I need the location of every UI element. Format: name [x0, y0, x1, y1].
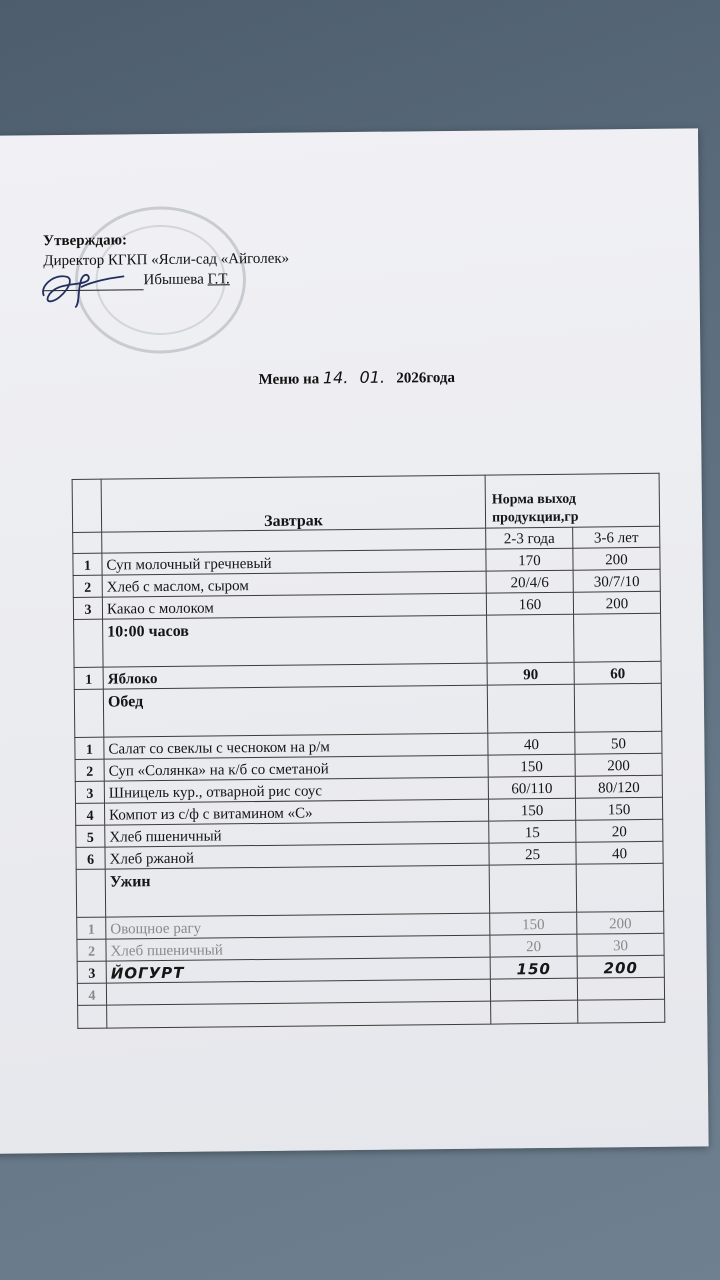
approval-heading: Утверждаю: [43, 232, 128, 250]
header-norm: Норма выход продукции,гр [485, 473, 660, 528]
handwritten-signature [37, 262, 128, 313]
table-row: 4 Компот из с/ф с витамином «С» 150 150 [75, 797, 662, 825]
menu-title-prefix: Меню на [258, 371, 320, 388]
section-title: 10:00 часов [103, 615, 487, 667]
table-row: 3 Какао с молоком 160 200 [73, 591, 660, 619]
table-row: 1 Салат со свеклы с чесноком на р/м 40 50 [75, 731, 662, 759]
director-position: Директор КГКП «Ясли-сад «Айголек» [43, 250, 290, 270]
table-row: 2 Хлеб пшеничный 20 30 [77, 933, 664, 961]
section-title: Ужин [105, 865, 489, 917]
director-initials: Г.Т. [207, 271, 230, 288]
table-header-row [72, 473, 660, 532]
section-row-lunch [74, 683, 661, 737]
table-row: 5 Хлеб пшеничный 15 20 [76, 819, 663, 847]
section-row-snack [74, 613, 661, 667]
menu-title-suffix: года [426, 369, 456, 387]
menu-day: 14. [322, 368, 349, 388]
menu-year: 2026 [396, 370, 427, 387]
table-row: 6 Хлеб ржаной 25 40 [76, 841, 663, 869]
table-row-empty [78, 999, 665, 1028]
section-title: Обед [103, 685, 487, 737]
table-row: 1 Суп молочный гречневый 170 200 [73, 547, 660, 575]
age-group-2: 3-6 лет [573, 526, 660, 548]
menu-table [72, 473, 666, 1029]
table-row: 3 Шницель кур., отварной рис соус 60/110 80/120 [75, 775, 662, 803]
table-row: 4 [77, 977, 664, 1005]
table-row: 2 Хлеб с маслом, сыром 20/4/6 30/7/10 [73, 569, 660, 597]
table-row-handwritten: 3 ЙОГУРТ 150 200 [77, 955, 664, 983]
director-name: Ибышева [143, 271, 208, 289]
age-group-1: 2-3 года [486, 527, 573, 549]
menu-sheet [0, 128, 709, 1154]
table-row: 2 Суп «Солянка» на к/б со сметаной 150 200 [75, 753, 662, 781]
menu-month: 01. [359, 367, 386, 387]
table-row: 1 Яблоко 90 60 [74, 661, 661, 689]
section-row-dinner [76, 863, 663, 917]
header-breakfast: Завтрак [101, 475, 486, 532]
table-row: 1 Овощное рагу 150 200 [77, 911, 664, 939]
menu-title [258, 367, 455, 389]
